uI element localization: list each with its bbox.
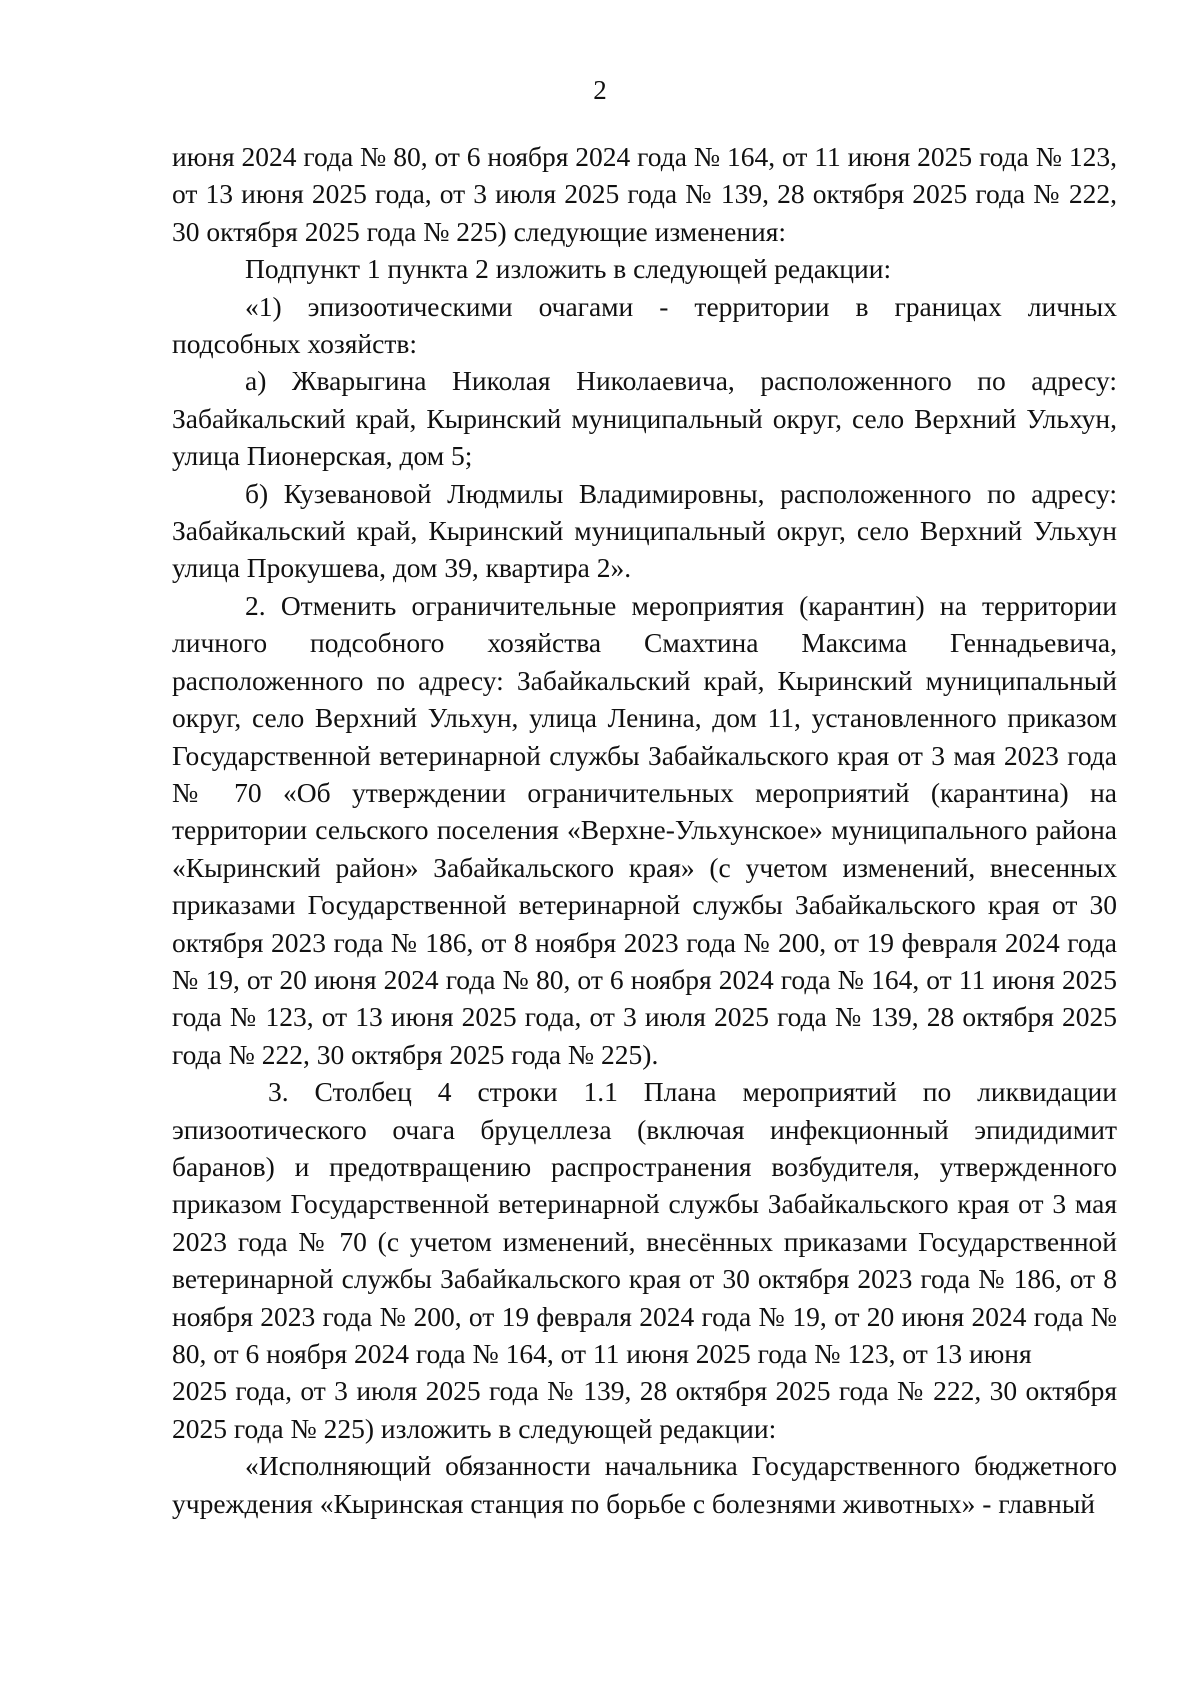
- paragraph-amendment-list-continued: июня 2024 года № 80, от 6 ноября 2024 года № 164, от 11 июня 2025 года № 123, от 13 июня 2025 года, от 3 июля 2025 года № 139, 28 октября 2025 года № 222, 30 октября 2025 года № 225) следующие изменения:: [172, 141, 1117, 247]
- paragraph-clause-3-continued: 2025 года, от 3 июля 2025 года № 139, 28 октября 2025 года № 222, 30 октября 2025 года № 225) изложить в следующей редакции:: [172, 1375, 1117, 1444]
- paragraph-subclause-instruction: Подпункт 1 пункта 2 изложить в следующей редакции:: [245, 253, 892, 285]
- paragraph-foci-definition: «1) эпизоотическими очагами - территории в границах личных подсобных хозяйств:: [172, 290, 1117, 360]
- paragraph-new-wording: «Исполняющий обязанности начальника Государственного бюджетного учреждения «Кыринская станция по борьбе с болезнями животных» - главный: [172, 1450, 1117, 1519]
- paragraph-clause-2: 2. Отменить ограничительные мероприятия (карантин) на территории личного подсобного хозяйства Смахтина Максима Геннадьевича, расположенного по адресу: Забайкальский край, Кыринский муниципальный округ, село Верхний Ульхун, улица Ленина, дом 11, установленного приказом Государственной ветеринарной службы Забайкальского края от 3 мая 2023 года № 70 «Об утверждении ограничительных мероприятий (карантина) на территории сельского поселения «Верхне-Ульхунское» муниципального района «Кыринский район» Забайкальского края» (с учетом изменений, внесенных приказами Государственной ветеринарной службы Забайкальского края от 30 октября 2023 года № 186, от 8 ноября 2023 года № 200, от 19 февраля 2024 года № 19, от 20 июня 2024 года № 80, от 6 ноября 2024 года № 164, от 11 июня 2025 года № 123, от 13 июня 2025 года, от 3 июля 2025 года № 139, 28 октября 2025 года № 222, 30 октября 2025 года № 225).: [172, 589, 1117, 1070]
- paragraph-item-a: а) Жварыгина Николая Николаевича, расположенного по адресу: Забайкальский край, Кыринский муниципальный округ, село Верхний Ульхун, улица Пионерская, дом 5;: [172, 365, 1117, 472]
- document-body: [172, 138, 1117, 1522]
- paragraph-item-b: б) Кузевановой Людмилы Владимировны, расположенного по адресу: Забайкальский край, Кыринский муниципальный округ, село Верхний Ульхун улица Прокушева, дом 39, квартира 2».: [172, 477, 1117, 584]
- paragraph-clause-3: 3. Столбец 4 строки 1.1 Плана мероприятий по ликвидации эпизоотического очага бруцеллеза (включая инфекционный эпидидимит баранов) и предотвращению распространения возбудителя, утвержденного приказом Государственной ветеринарной службы Забайкальского края от 3 мая 2023 года № 70 (с учетом изменений, внесённых приказами Государственной ветеринарной службы Забайкальского края от 30 октября 2023 года № 186, от 8 ноября 2023 года № 200, от 19 февраля 2024 года № 19, от 20 июня 2024 года № 80, от 6 ноября 2024 года № 164, от 11 июня 2025 года № 123, от 13 июня: [172, 1076, 1117, 1369]
- page-number: 2: [593, 75, 607, 105]
